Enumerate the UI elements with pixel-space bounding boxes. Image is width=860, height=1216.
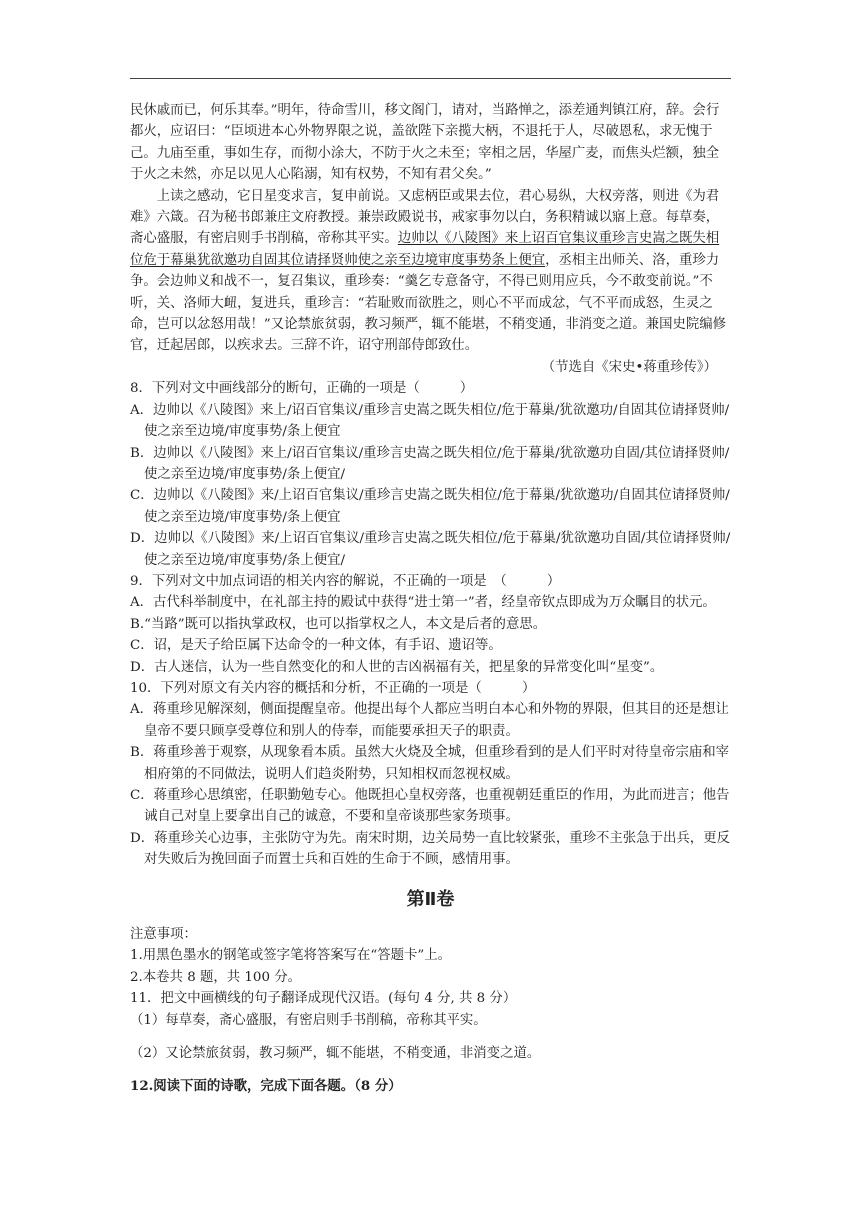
answer-space-1 xyxy=(130,1031,731,1043)
question-8-stem: 8．下列对文中画线部分的断句，正确的一项是（ ） xyxy=(130,381,474,397)
question-10-option-a: A．蒋重珍见解深刻，侧面提醒皇帝。他提出每个人都应当明白本心和外物的界限，但其目的还是想让皇帝不要只顾享受尊位和别人的侍奉，而能要承担天子的职责。 xyxy=(130,702,729,739)
notice-item-2: 2.本卷共 8 题，共 100 分。 xyxy=(130,969,302,985)
question-11-part-1: （1）每草奏，斋心盛服，有密启则手书削稿，帝称其平实。 xyxy=(130,1012,487,1028)
notice-item-1: 1.用黑色墨水的钢笔或签字笔将答案写在“答题卡”上。 xyxy=(130,948,452,964)
underlined-sentence: 边帅以《八陵图》来上诏百官集议重珍言史嵩之既失相位危于幕巢犹欲邀功自固其位请择贤帅使之亲至边境审度事势条上便宜 xyxy=(130,231,720,268)
question-11-stem: 11．把文中画横线的句子翻译成现代汉语。(每句 4 分, 共 8 分） xyxy=(130,991,517,1007)
question-8-option-b: B．边帅以《八陵图》来上/诏百官集议/重珍言史嵩之既失相位/危于幕巢/犹欲邀功自固/其位请择贤帅/使之亲至边境/审度事势/条上便宜/ xyxy=(130,445,730,482)
passage-source: （节选自《宋史•蒋重珍传》） xyxy=(541,359,717,375)
question-9-option-c: C．诏，是天子给臣属下达命令的一种文体，有手诏、遗诏等。 xyxy=(130,638,502,654)
section-2-title: 第Ⅱ卷 xyxy=(406,888,455,910)
question-10-option-d: D．蒋重珍关心边事，主张防守为先。南宋时期，边关局势一直比较紧张，重珍不主张急于出兵，更反对失败后为挽回面子而置士兵和百姓的生命于不顾，感情用事。 xyxy=(130,830,730,868)
question-10-option-c: C．蒋重珍心思缜密，任职勤勉专心。他既担心皇权旁落，也重视朝廷重臣的作用，为此而进言；他告诫自己对皇上要拿出自己的诚意，不要和皇帝谈那些家务琐事。 xyxy=(130,788,730,825)
question-8-option-d: D．边帅以《八陵图》来/上诏百官集议/重珍言史嵩之既失相位/危于幕巢/犹欲邀功自固/其位请择贤帅/使之亲至边境/审度事势/条上便宜/ xyxy=(130,531,731,568)
passage-text: 上读之感动，它日星变求言，复申前说。又虑柄臣或果去位，君心易纵，大权旁落，则进《为君难》六箴。召为秘书郎兼庄文府教授。兼崇政殿说书，戒家事勿以白，务积精诚以寤上意。每草奏，斋心盛服，有密启则手书削稿，帝称其平实。 xyxy=(130,188,720,247)
passage-paragraph-1: 民休戚而已，何乐其奉。”明年，待命雪川，移文阁门，请对，当路惮之，添差通判镇江府，辞。会行都火，应诏曰：“臣顷进本心外物界限之说，盖欲陛下亲揽大柄，不退托于人，尽破恩私，求无愧于己。九庙至重，事如生存，而彻小涂大，不防于火之未至；宰相之居，华屋广麦，而焦头烂额，独全于火之未然，亦足以见人心陷溺，知有权势，不知有君父矣。” xyxy=(130,103,720,183)
question-9-option-b: B.“当路”既可以指执掌政权，也可以指掌权之人，本文是后者的意思。 xyxy=(130,616,547,632)
question-10-option-b: B．蒋重珍善于观察，从现象看本质。虽然大火烧及全城，但重珍看到的是人们平时对待皇帝宗庙和宰相府第的不同做法，说明人们趋炎附势，只知相权而忽视权威。 xyxy=(130,745,730,782)
header-rule xyxy=(130,78,731,79)
question-9-stem: 9．下列对文中加点词语的相关内容的解说，不正确的一项是 （ ） xyxy=(130,573,561,589)
passage-text-continued: ，丞相主出师关、洛，重珍力争。会边帅义和战不一，复召集议，重珍奏：“羹乞专意备守，不得已则用应兵，今不敢变前说。”不听，关、洛师大衄，复进兵，重珍言：“若耻败而欲胜之，则心不平而成忿，气不平而成怒，生灵之命，岂可以忿怒用哉！”又论禁旅贫弱，教习频严，辄不能堪，不稍变通，非消变之道。兼国史院编修官，迁起居郎，以疾求去。三辞不许，诏守刑部侍郎致仕。 xyxy=(130,252,727,354)
answer-space-2 xyxy=(130,1064,731,1076)
question-8-option-c: C．边帅以《八陵图》来/上诏百官集议/重珍言史嵩之既失相位/危于幕巢/犹欲邀功/自固其位请择贤帅/使之亲至边境/审度事势/条上便宜 xyxy=(130,488,730,525)
question-9-option-d: D．古人迷信，认为一些自然变化的和人世的吉凶祸福有关，把星象的异常变化叫“星变”。 xyxy=(130,659,664,675)
passage-paragraph-2 xyxy=(130,186,731,357)
document-body xyxy=(130,100,731,1098)
question-11-part-2: （2）又论禁旅贫弱，教习频严，辄不能堪，不稍变通，非消变之道。 xyxy=(130,1046,541,1062)
question-9-option-a: A．古代科举制度中，在礼部主持的殿试中获得“进士第一”者，经皇帝钦点即成为万众瞩目的状元。 xyxy=(130,595,716,611)
notice-label: 注意事项： xyxy=(130,927,197,943)
question-12-stem: 12.阅读下面的诗歌，完成下面各题。（8 分） xyxy=(130,1078,402,1095)
question-8-option-a: A．边帅以《八陵图》来上/诏百官集议/重珍言史嵩之既失相位/危于幕巢/犹欲邀功/自固其位请择贤帅/使之亲至边境/审度事势/条上便宜 xyxy=(130,402,730,440)
question-10-stem: 10．下列对原文有关内容的概括和分析，不正确的一项是（ ） xyxy=(130,680,536,696)
